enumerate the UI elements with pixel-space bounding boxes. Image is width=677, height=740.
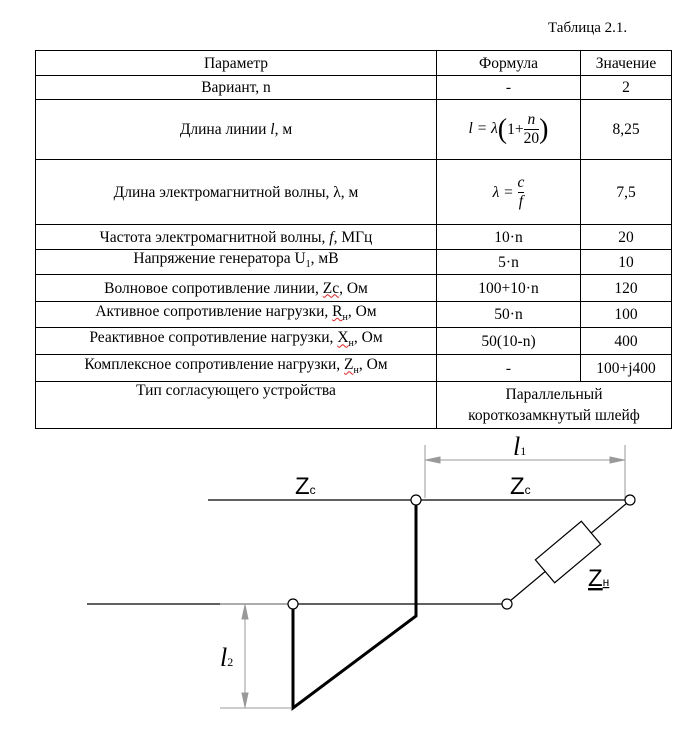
value-cell: 120 xyxy=(581,275,672,302)
param-cell: Тип согласующего устройства xyxy=(36,382,437,429)
param-cell: Волновое сопротивление линии, Zc, Ом xyxy=(36,275,437,302)
formula-cell: l = λ(1+ $\frac{n}{20}$ ) xyxy=(437,100,581,160)
param-cell: Частота электромагнитной волны, f, МГц xyxy=(36,225,437,250)
zc-label-right: Zc xyxy=(510,473,531,500)
formula-cell: 50(10-n) xyxy=(437,328,581,355)
param-cell: Длина электромагнитной волны, λ, м xyxy=(36,160,437,225)
param-cell: Длина линии l, м xyxy=(36,100,437,160)
value-cell: 20 xyxy=(581,225,672,250)
node xyxy=(502,599,512,609)
formula-cell: 50·n xyxy=(437,302,581,328)
value-cell: 400 xyxy=(581,328,672,355)
param-cell: Вариант, n xyxy=(36,76,437,100)
value-cell: 100 xyxy=(581,302,672,328)
formula-cell: - xyxy=(437,76,581,100)
node xyxy=(625,495,635,505)
param-cell: Реактивное сопротивление нагрузки, $X_н$, Ом xyxy=(36,328,437,355)
value-cell: 8,25 xyxy=(581,100,672,160)
formula-cell: 10·n xyxy=(437,225,581,250)
header-param: Параметр xyxy=(36,51,437,76)
formula-cell: - xyxy=(437,355,581,382)
zc-label-left: Zc xyxy=(295,473,316,500)
value-cell: 7,5 xyxy=(581,160,672,225)
l2-label: l2 xyxy=(220,643,234,672)
formula-cell: 100+10·n xyxy=(437,275,581,302)
zn-label: Zн xyxy=(588,565,610,592)
value-cell: 100+j400 xyxy=(581,355,672,382)
l1-label: l1 xyxy=(513,432,527,461)
param-cell: Напряжение генератора $U_1$, мВ xyxy=(36,250,437,275)
formula-cell: 5·n xyxy=(437,250,581,275)
param-cell: Активное сопротивление нагрузки, $R_н$, Ом xyxy=(36,302,437,328)
node xyxy=(411,495,421,505)
table-caption: Таблица 2.1. xyxy=(548,20,628,36)
node xyxy=(288,599,298,609)
value-cell: Параллельный короткозамкнутый шлейф xyxy=(437,382,672,429)
param-cell: Комплексное сопротивление нагрузки, $Z_н$, Ом xyxy=(36,355,437,382)
value-cell: 2 xyxy=(581,76,672,100)
header-formula: Формула xyxy=(437,51,581,76)
formula-cell: λ = $\frac{c}{f}$ xyxy=(437,160,581,225)
value-cell: 10 xyxy=(581,250,672,275)
header-value: Значение xyxy=(581,51,672,76)
